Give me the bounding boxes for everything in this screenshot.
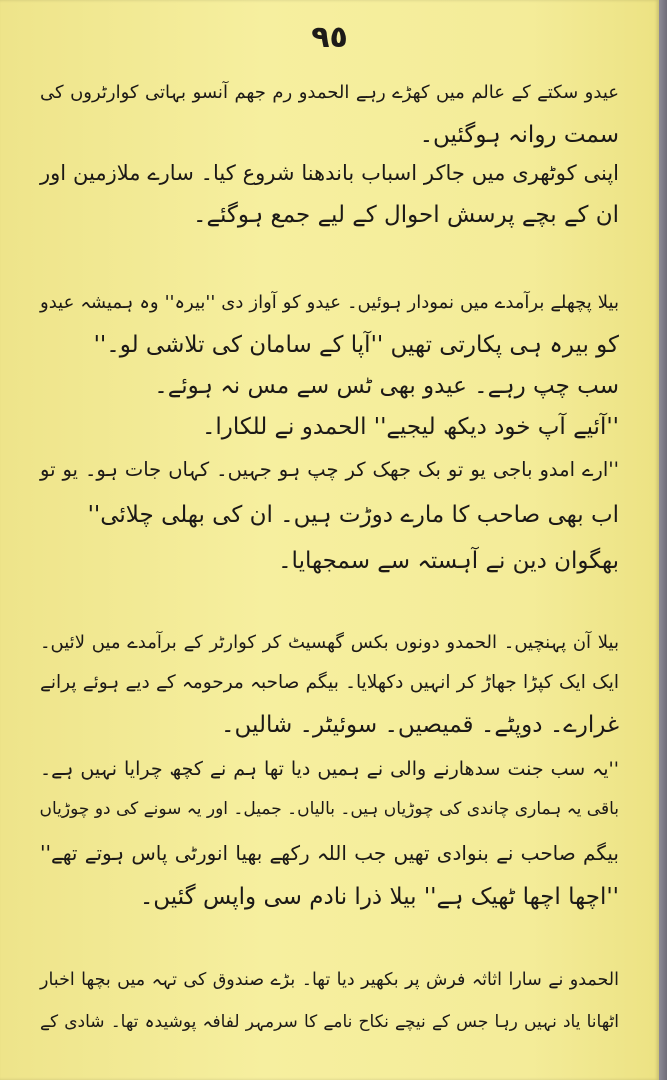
text-line-16: باقی یہ ہماری چاندی کی چوڑیاں ہیں۔ بالیاں۔ جمیل۔ اور یہ سونے کی دو چوڑیاں xyxy=(39,799,619,819)
text-line-8: ''آئیے آپ خود دیکھ لیجیے'' الحمدو نے للکارا۔ xyxy=(201,414,619,440)
text-line-5: بیلا پچھلے برآمدے میں نمودار ہوئیں۔ عیدو کو آواز دی ''بیرہ'' وہ ہمیشہ عیدو xyxy=(40,292,619,313)
text-line-11: بھگوان دین نے آہستہ سے سمجھایا۔ xyxy=(278,548,619,574)
text-line-17: بیگم صاحب نے بنوادی تھیں جب اللہ رکھے بھیا انورٹی پاس ہوتے تھے'' xyxy=(40,841,619,865)
text-line-19: الحمدو نے سارا اثاثہ فرش پر بکھیر دیا تھا۔ بڑے صندوق کی تہہ میں بچھا اخبار xyxy=(40,970,619,990)
text-line-20: اٹھانا یاد نہیں رہا جس کے نیچے نکاح نامے کا سرمہر لفافہ پوشیدہ تھا۔ شادی کے xyxy=(40,1012,619,1032)
text-line-15: ''یہ سب جنت سدھارنے والی نے ہمیں دیا تھا ہم نے کچھ چرایا نہیں ہے۔ xyxy=(40,758,619,780)
text-line-3: اپنی کوٹھری میں جاکر اسباب باندھنا شروع کیا۔ سارے ملازمین اور xyxy=(40,161,619,185)
text-line-4: ان کے بچے پرسش احوال کے لیے جمع ہوگئے۔ xyxy=(192,202,619,228)
text-line-13: ایک ایک کپڑا جھاڑ کر انہیں دکھلایا۔ بیگم صاحبہ مرحومہ کے دیے ہوئے پرانے xyxy=(40,672,619,693)
page-edge xyxy=(659,0,667,1080)
text-line-1: عیدو سکتے کے عالم میں کھڑے رہے الحمدو رم جھم آنسو بہاتی کوارٹروں کی xyxy=(40,82,619,103)
text-line-10: اب بھی صاحب کا مارے دوڑت ہیں۔ ان کی بھلی چلائی'' xyxy=(87,502,619,528)
text-line-2: سمت روانہ ہوگئیں۔ xyxy=(419,122,619,148)
text-line-18: ''اچھا اچھا ٹھیک ہے'' بیلا ذرا نادم سی واپس گئیں۔ xyxy=(139,884,619,910)
text-line-6: کو بیرہ ہی پکارتی تھیں ''آپا کے سامان کی تلاشی لو۔'' xyxy=(93,332,619,358)
text-line-9: ''ارے امدو باجی یو تو بک جھک کر چپ ہو جہیں۔ کہاں جات ہو۔ یو تو xyxy=(40,458,619,481)
text-line-12: بیلا آن پہنچیں۔ الحمدو دونوں بکس گھسیٹ کر کوارٹر کے برآمدے میں لائیں۔ xyxy=(40,632,619,653)
text-line-7: سب چپ رہے۔ عیدو بھی ٹس سے مس نہ ہوئے۔ xyxy=(154,373,619,399)
text-line-14: غرارے۔ دوپٹے۔ قمیصیں۔ سوئیٹر۔ شالیں۔ xyxy=(221,712,619,738)
page-number: ٩٥ xyxy=(311,20,348,55)
